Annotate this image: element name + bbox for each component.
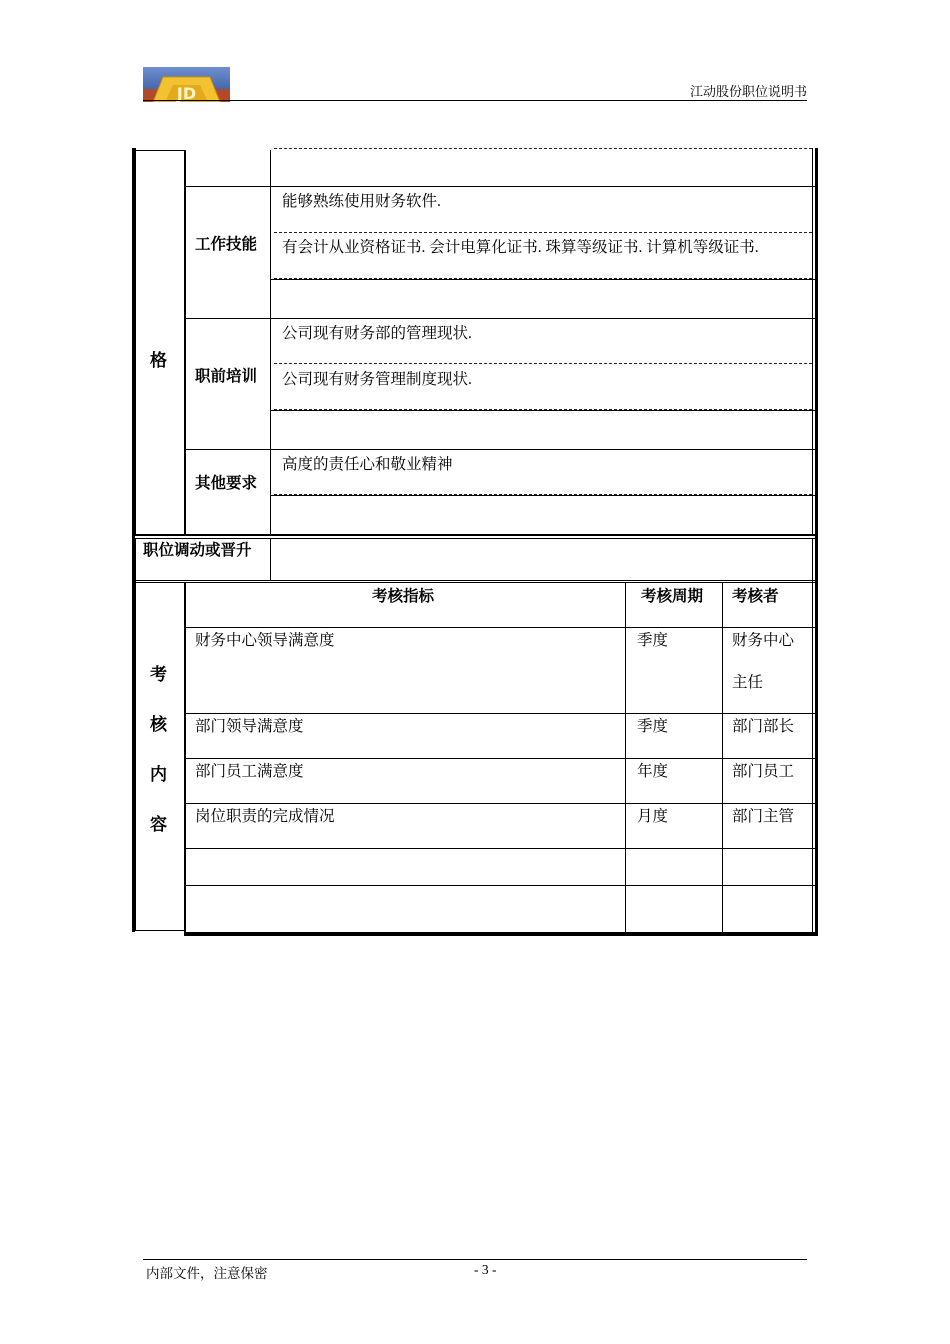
header-rule: [143, 100, 807, 101]
assessment-assessor: 财务中心: [732, 632, 795, 649]
assessment-assessor: 部门员工: [732, 763, 795, 780]
assessment-assessor: 部门部长: [732, 718, 795, 735]
pre-job-training-label: 职前培训: [195, 367, 258, 385]
assessment-indicator: 财务中心领导满意度: [195, 632, 335, 649]
company-logo: [143, 67, 230, 102]
other-requirements-label: 其他要求: [195, 474, 258, 492]
confidential-notice: 内部文件，注意保密: [146, 1266, 268, 1281]
column-header-assessor: 考核者: [732, 587, 779, 605]
assessment-period: 季度: [637, 718, 669, 735]
table-right-border: [815, 148, 818, 936]
column-header-indicator: 考核指标: [372, 587, 435, 605]
assessment-indicator: 岗位职责的完成情况: [195, 808, 335, 825]
assessment-assessor: 主任: [732, 674, 764, 691]
page-number: - 3 -: [474, 1262, 497, 1277]
skill-item: 有会计从业资格证书. 会计电算化证书. 珠算等级证书. 计算机等级证书.: [282, 239, 759, 256]
training-item: 公司现有财务管理制度现状.: [282, 371, 472, 388]
footer-rule: [143, 1259, 807, 1260]
training-item: 公司现有财务部的管理现状.: [282, 325, 472, 342]
assessment-indicator: 部门领导满意度: [195, 718, 304, 735]
assessment-assessor: 部门主管: [732, 808, 795, 825]
document-title: 江动股份职位说明书: [689, 84, 807, 99]
assessment-period: 季度: [637, 632, 669, 649]
skill-item: 能够熟练使用财务软件.: [282, 193, 441, 210]
assessment-period: 年度: [637, 763, 669, 780]
skills-label: 工作技能: [195, 235, 258, 253]
svg-text:JD: JD: [176, 84, 197, 102]
column-header-period: 考核周期: [641, 587, 704, 605]
assessment-indicator: 部门员工满意度: [195, 763, 304, 780]
job-description-table: 格 工作技能 能够熟练使用财务软件. 有会计从业资格证书. 会计电算化证书. 珠算等级证书. 计算机等级证书. 职前培训 公司现有财务部的管理现状. 公司现有财务管理制度现状. 其他要求 高度的责任心和敬业精神 职位调动或晋升 考 核 内 容 考核指标 考核周期 考核者 财务中心领导满意度 季度 财务中心 主任 部门领导满意度 季度 部门部长 部门员工满意度 年度 部门员工 岗位职责的完成情况 月度 部门主管: [132, 148, 818, 936]
assessment-period: 月度: [637, 808, 669, 825]
transfer-label: 职位调动或晋升: [143, 541, 252, 559]
assessment-section-label: 考 核 内 容: [150, 665, 167, 835]
other-requirement-item: 高度的责任心和敬业精神: [282, 456, 453, 473]
